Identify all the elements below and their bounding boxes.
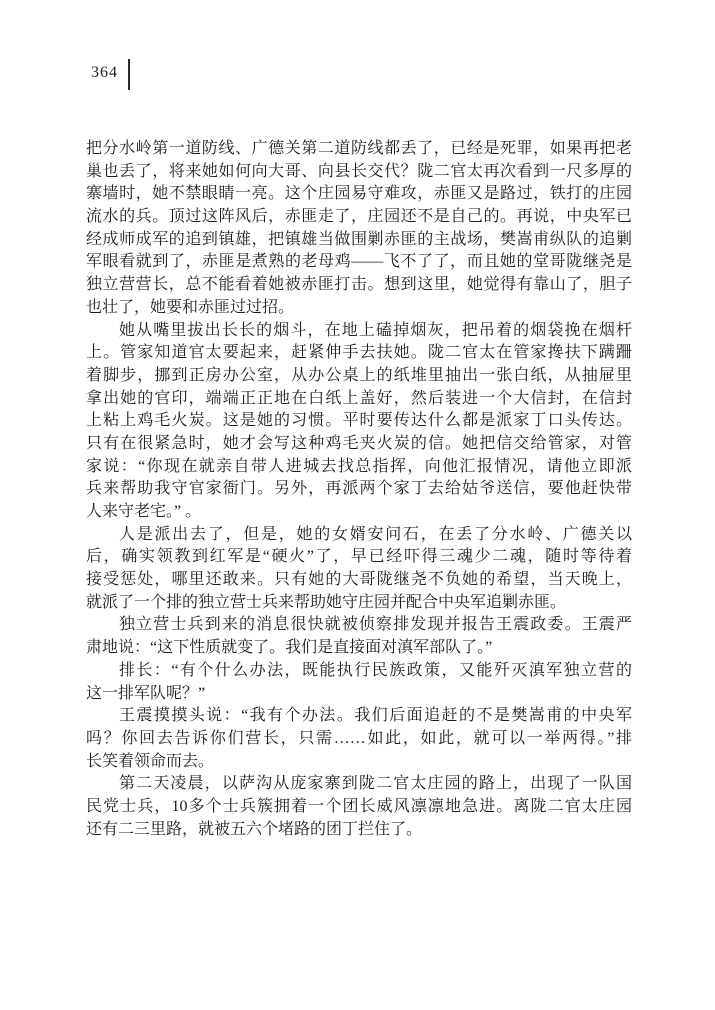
text-line: 这一排军队呢？”	[86, 684, 206, 702]
text-line: 吗？你回去告诉你们营长，只需……如此，如此，就可以一举两得。”排	[86, 729, 632, 747]
text-line: 上。管家知道官太要起来，赶紧伸手去扶她。陇二官太在管家搀扶下蹒跚	[86, 344, 632, 362]
text-line: 拿出她的官印，端端正正地在白纸上盖好，然后装进一个大信封，在信封	[86, 389, 632, 407]
text-line: 她从嘴里拔出长长的烟斗，在地上磕掉烟灰，把吊着的烟袋挽在烟杆	[119, 321, 632, 339]
text-line: 就派了一个排的独立营士兵来帮助她守庄园并配合中央军追剿赤匪。	[86, 593, 567, 611]
text-line: 肃地说：“这下性质就变了。我们是直接面对滇军部队了。”	[86, 639, 493, 657]
text-line: 人来守老宅。” 。	[86, 503, 202, 520]
text-line: 把分水岭第一道防线、广德关第二道防线都丢了，已经是死罪，如果再把老	[86, 140, 632, 157]
text-line: 独立营营长，总不能看着她被赤匪打击。想到这里，她觉得有靠山了，胆子	[86, 276, 632, 294]
text-line: 军眼看就到了，赤匪是煮熟的老母鸡——飞不了了，而且她的堂哥陇继尧是	[86, 253, 632, 271]
text-line: 上粘上鸡毛火炭。这是她的习惯。平时要传达什么都是派家丁口头传达。	[86, 412, 632, 430]
text-line: 第二天凌晨，以萨沟从庞家寨到陇二官太庄园的路上，出现了一队国	[119, 775, 632, 793]
body-text	[86, 138, 632, 841]
text-line: 接受惩处，哪里还敢来。只有她的大哥陇继尧不负她的希望，当天晚上，	[86, 571, 632, 589]
text-line: 寨墙时，她不禁眼睛一亮。这个庄园易守难攻，赤匪又是路过，铁打的庄园	[86, 185, 632, 203]
text-line: 着脚步，挪到正房办公室，从办公桌上的纸堆里抽出一张白纸，从抽屉里	[86, 366, 632, 384]
text-line: 兵来帮助我守官家衙门。另外，再派两个家丁去给姑爷送信，要他赶快带	[86, 480, 632, 498]
text-line: 经成师成军的追到镇雄，把镇雄当做围剿赤匪的主战场，樊嵩甫纵队的追剿	[86, 230, 632, 248]
text-line: 长笑着领命而去。	[86, 752, 215, 770]
text-line: 只有在很紧急时，她才会写这种鸡毛夹火炭的信。她把信交给管家，对管	[86, 434, 632, 452]
text-line: 人是派出去了，但是，她的女婿安问石，在丢了分水岭、广德关以	[119, 525, 632, 543]
page-number-divider-rule	[128, 59, 130, 90]
text-line: 还有二三里路，就被五六个堵路的团丁拦住了。	[86, 820, 423, 838]
text-line: 家说：“你现在就亲自带人进城去找总指挥，向他汇报情况，请他立即派	[86, 457, 632, 475]
text-line: 独立营士兵到来的消息很快就被侦察排发现并报告王震政委。王震严	[119, 616, 632, 634]
page-number: 364	[91, 64, 118, 81]
text-line: 排长：“有个什么办法，既能执行民族政策，又能歼灭滇军独立营的	[119, 661, 632, 679]
text-line: 流水的兵。顶过这阵风后，赤匪走了，庄园还不是自己的。再说，中央军已	[86, 208, 632, 226]
text-line: 王震摸摸头说：“我有个办法。我们后面追赶的不是樊嵩甫的中央军	[119, 707, 632, 725]
text-line: 巢也丢了，将来她如何向大哥、向县长交代？陇二官太再次看到一尺多厚的	[86, 162, 632, 180]
text-line: 后，确实领教到红军是“硬火”了，早已经吓得三魂少二魂，随时等待着	[86, 548, 632, 566]
text-line: 民党士兵，10多个士兵簇拥着一个团长威风凛凛地急进。离陇二官太庄园	[86, 797, 632, 815]
text-line: 也壮了，她要和赤匪过过招。	[86, 298, 295, 316]
